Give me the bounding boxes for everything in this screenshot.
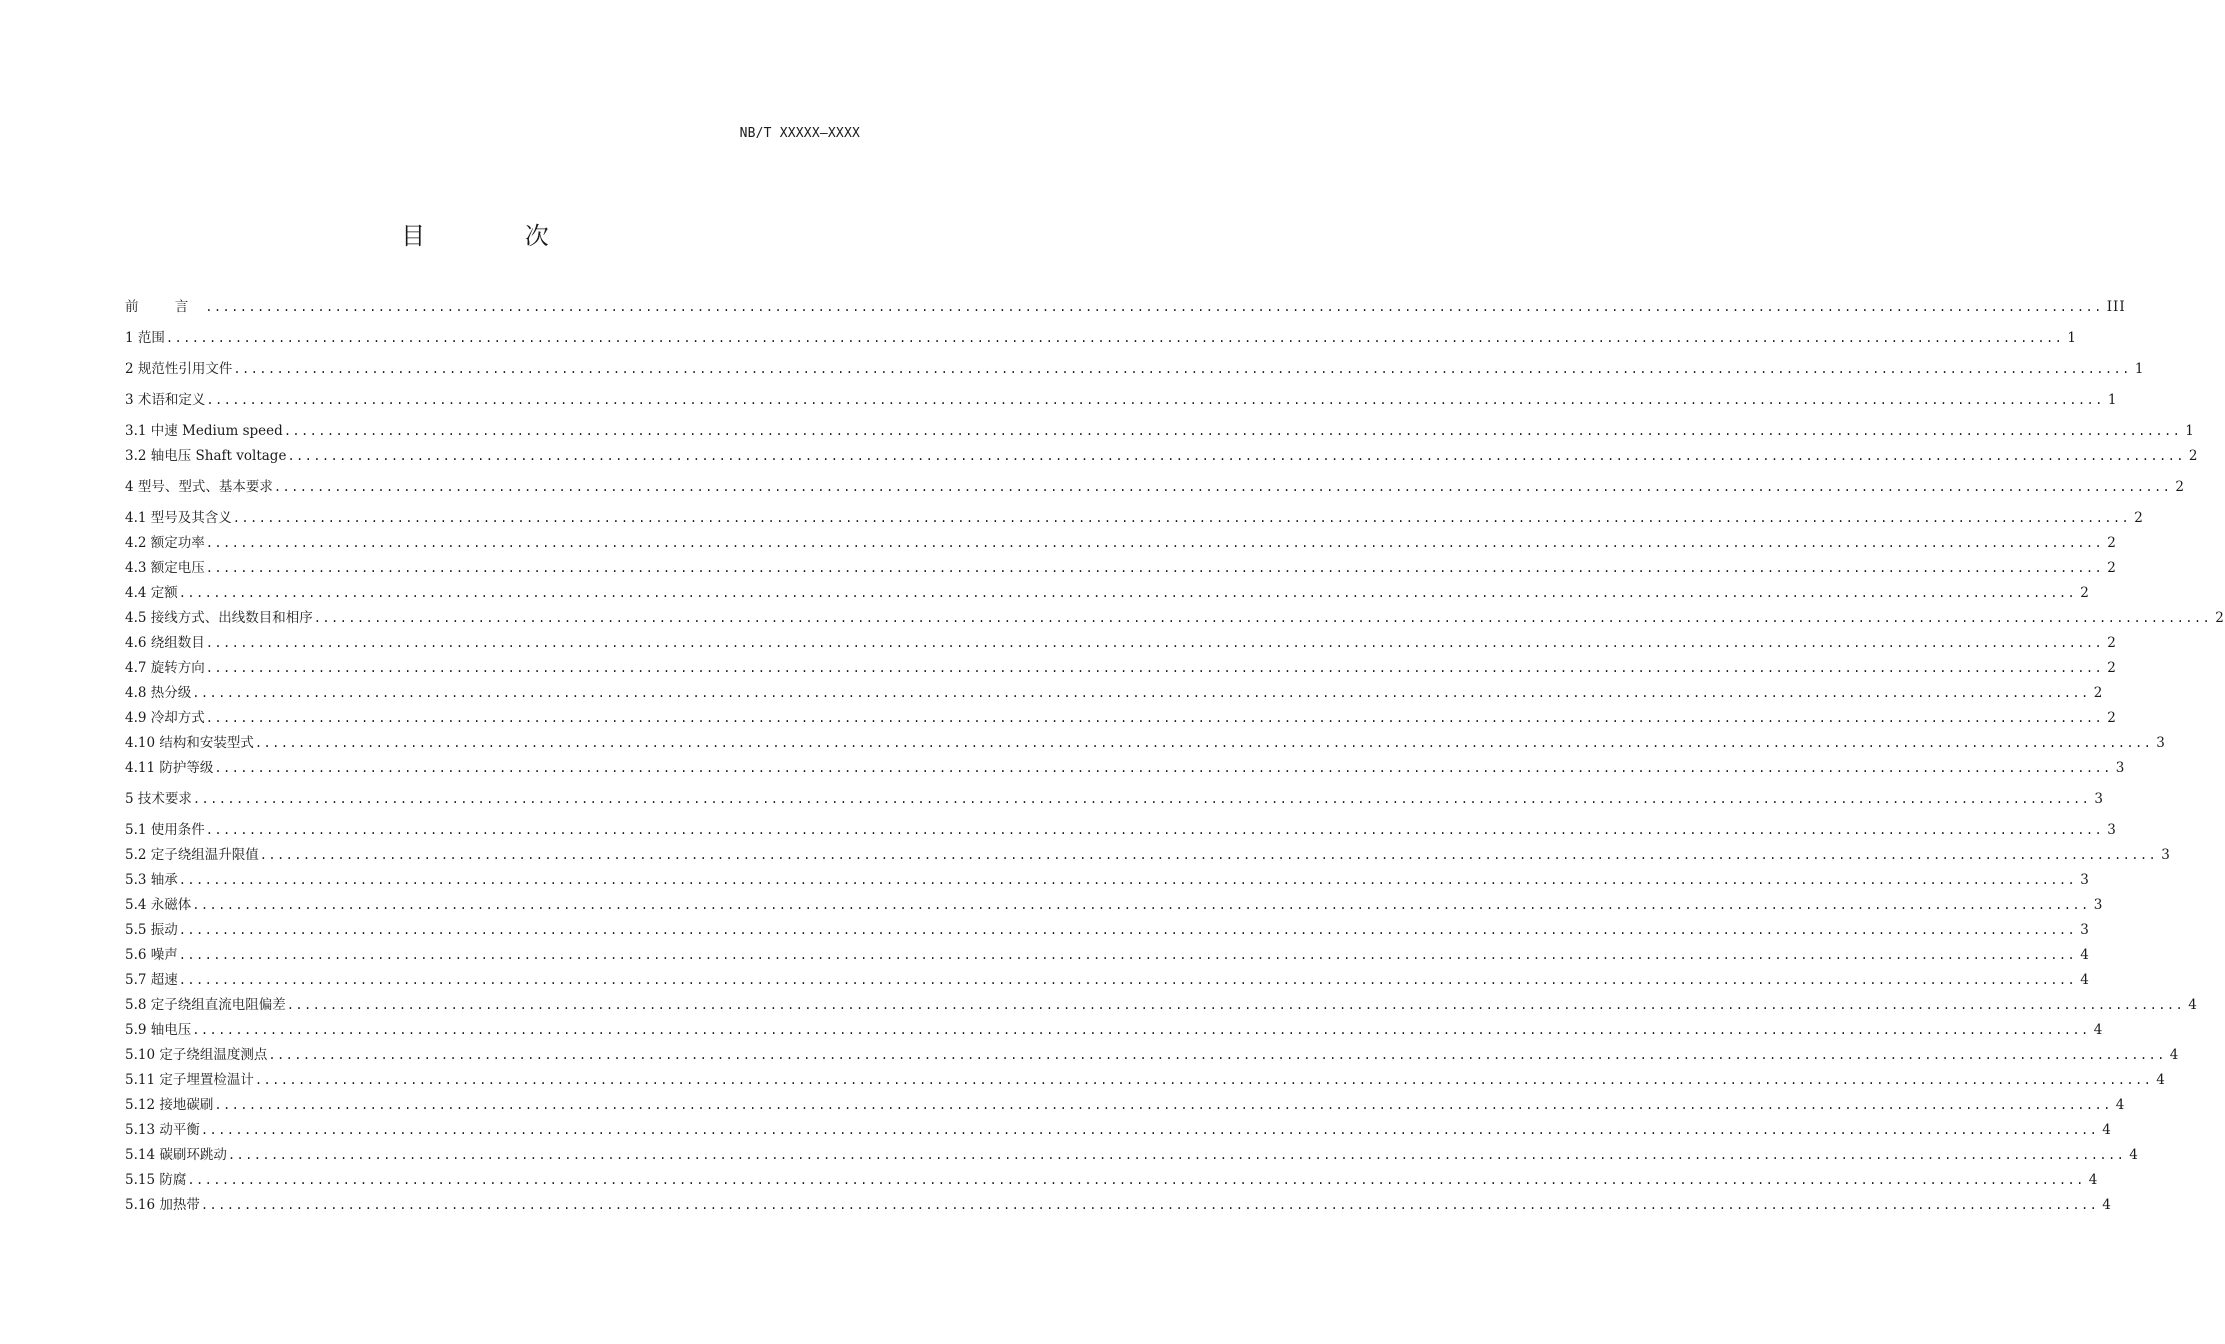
toc-entry-label: 5.14 碳刷环跳动 — [125, 1147, 227, 1163]
toc-entry-label: 4.5 接线方式、出线数目和相序 — [125, 610, 313, 626]
toc-entry-page: 4 — [2156, 1072, 2166, 1088]
toc-entry-label: 4.6 绕组数目 — [125, 635, 205, 651]
toc-entry-label: 4.8 热分级 — [125, 685, 192, 701]
toc-leader-dots: ............................................................................................................................................................................................................................ — [227, 1148, 2126, 1162]
toc-entry-label: 1 范围 — [125, 330, 165, 346]
toc-entry-page: 3 — [2080, 922, 2090, 938]
toc-entry-page: III — [2106, 299, 2126, 315]
toc-entry-label: 3 术语和定义 — [125, 392, 206, 408]
toc-entry-page: 2 — [2175, 479, 2185, 495]
toc-leader-dots: ............................................................................................................................................................................................................................ — [187, 1173, 2085, 1187]
toc-entry[interactable] — [125, 606, 2225, 631]
toc-leader-dots: ............................................................................................................................................................................................................................ — [192, 898, 2090, 912]
toc-leader-dots: ............................................................................................................................................................................................................................ — [205, 823, 2104, 837]
toc-entry-label: 5.7 超速 — [125, 972, 178, 988]
toc-entry[interactable] — [125, 918, 2090, 943]
toc-leader-dots: ............................................................................................................................................................................................................................ — [205, 636, 2104, 650]
toc-leader-dots: ............................................................................................................................................................................................................................ — [254, 736, 2153, 750]
toc-entry[interactable] — [125, 506, 2144, 531]
toc-entry[interactable] — [125, 706, 2117, 731]
toc-entry[interactable] — [125, 419, 2195, 444]
toc-entry[interactable] — [125, 843, 2171, 868]
toc-leader-dots: ............................................................................................................................................................................................................................ — [178, 586, 2077, 600]
toc-entry-page: 4 — [2169, 1047, 2180, 1063]
toc-entry-label: 前 言 — [125, 299, 205, 315]
toc-entry-label: 4.11 防护等级 — [125, 760, 214, 776]
toc-entry-page: 2 — [2107, 660, 2117, 676]
toc-leader-dots: ............................................................................................................................................................................................................................ — [286, 998, 2185, 1012]
toc-entry[interactable] — [125, 1193, 2112, 1218]
toc-entry-page: 1 — [2107, 392, 2118, 408]
toc-leader-dots: ............................................................................................................................................................................................................................ — [214, 761, 2112, 775]
toc-entry[interactable] — [125, 1143, 2139, 1168]
toc-entry-label: 5.16 加热带 — [125, 1197, 200, 1213]
toc-leader-dots: ............................................................................................................................................................................................................................ — [165, 331, 2064, 345]
toc-entry-label: 4.9 冷却方式 — [125, 710, 205, 726]
toc-entry[interactable] — [125, 531, 2117, 556]
toc-entry-label: 5.9 轴电压 — [125, 1022, 192, 1038]
toc-leader-dots: ............................................................................................................................................................................................................................ — [192, 686, 2090, 700]
toc-entry[interactable] — [125, 444, 2199, 469]
toc-entry[interactable] — [125, 1018, 2104, 1043]
toc-entry-label: 5.4 永磁体 — [125, 897, 192, 913]
toc-entry-page: 3 — [2080, 872, 2090, 888]
toc-leader-dots: ............................................................................................................................................................................................................................ — [192, 792, 2091, 806]
toc-entry-label: 5.11 定子埋置检温计 — [125, 1072, 254, 1088]
toc-entry[interactable] — [125, 818, 2117, 843]
toc-entry[interactable] — [125, 475, 2185, 500]
toc-entry[interactable] — [125, 1043, 2180, 1068]
toc-entry[interactable] — [125, 993, 2198, 1018]
toc-entry-page: 2 — [2080, 585, 2090, 601]
toc-leader-dots: ............................................................................................................................................................................................................................ — [178, 948, 2077, 962]
toc-entry-page: 4 — [2080, 947, 2090, 963]
toc-leader-dots: ............................................................................................................................................................................................................................ — [205, 561, 2104, 575]
toc-entry-label: 3.2 轴电压 Shaft voltage — [125, 448, 287, 464]
toc-entry[interactable] — [125, 581, 2090, 606]
toc-entry[interactable] — [125, 1168, 2099, 1193]
toc-entry-label: 5.10 定子绕组温度测点 — [125, 1047, 268, 1063]
toc-entry-page: 4 — [2188, 997, 2198, 1013]
toc-leader-dots: ............................................................................................................................................................................................................................ — [214, 1098, 2112, 1112]
toc-leader-dots: ............................................................................................................................................................................................................................ — [178, 873, 2077, 887]
toc-entry-page: 2 — [2107, 635, 2117, 651]
toc-entry-page: 2 — [2188, 448, 2199, 464]
toc-entry[interactable] — [125, 787, 2104, 812]
toc-entry-label: 2 规范性引用文件 — [125, 361, 233, 377]
toc-leader-dots: ............................................................................................................................................................................................................................ — [178, 923, 2077, 937]
toc-leader-dots: ............................................................................................................................................................................................................................ — [273, 480, 2172, 494]
toc-leader-dots: ............................................................................................................................................................................................................................ — [313, 611, 2212, 625]
toc-entry-page: 4 — [2129, 1147, 2139, 1163]
toc-entry[interactable] — [125, 893, 2104, 918]
toc-leader-dots: ............................................................................................................................................................................................................................ — [254, 1073, 2153, 1087]
toc-entry-label: 5.1 使用条件 — [125, 822, 205, 838]
toc-entry[interactable] — [125, 1093, 2126, 1118]
toc-leader-dots: ............................................................................................................................................................................................................................ — [178, 973, 2077, 987]
toc-entry-label: 4 型号、型式、基本要求 — [125, 479, 273, 495]
toc-leader-dots: ............................................................................................................................................................................................................................ — [232, 511, 2131, 525]
toc-entry[interactable] — [125, 656, 2117, 681]
toc-entry-page: 3 — [2093, 897, 2104, 913]
toc-entry-page: 2 — [2093, 685, 2104, 701]
toc-entry[interactable] — [125, 388, 2118, 413]
toc-entry-page: 2 — [2107, 560, 2117, 576]
toc-entry-page: 4 — [2088, 1172, 2099, 1188]
toc-entry-page: 1 — [2067, 330, 2077, 346]
toc-entry[interactable] — [125, 756, 2126, 781]
toc-entry[interactable] — [125, 868, 2090, 893]
toc-entry-page: 4 — [2102, 1197, 2112, 1213]
toc-entry[interactable] — [125, 631, 2117, 656]
toc-entry-page: 3 — [2161, 847, 2171, 863]
toc-entry-page: 4 — [2080, 972, 2090, 988]
toc-entry-page: 2 — [2107, 710, 2117, 726]
toc-leader-dots: ............................................................................................................................................................................................................................ — [268, 1048, 2166, 1062]
toc-entry-page: 4 — [2093, 1022, 2104, 1038]
toc-entry[interactable] — [125, 1068, 2166, 1093]
toc-entry-label: 4.1 型号及其含义 — [125, 510, 232, 526]
toc-leader-dots: ............................................................................................................................................................................................................................ — [283, 424, 2182, 438]
toc-entry-label: 5.3 轴承 — [125, 872, 178, 888]
toc-leader-dots: ............................................................................................................................................................................................................................ — [192, 1023, 2090, 1037]
toc-entry-label: 5.15 防腐 — [125, 1172, 187, 1188]
document-code: NB/T XXXXX—XXXX — [739, 126, 860, 141]
toc-entry[interactable] — [125, 681, 2104, 706]
toc-leader-dots: ............................................................................................................................................................................................................................ — [233, 362, 2131, 376]
toc-entry-label: 4.7 旋转方向 — [125, 660, 205, 676]
toc-leader-dots: ............................................................................................................................................................................................................................ — [200, 1123, 2099, 1137]
toc-entry-page: 2 — [2215, 610, 2225, 626]
table-of-contents — [125, 295, 2225, 1218]
toc-entry-label: 4.2 额定功率 — [125, 535, 205, 551]
toc-entry-label: 4.10 结构和安装型式 — [125, 735, 254, 751]
toc-entry-page: 3 — [2156, 735, 2166, 751]
toc-leader-dots: ............................................................................................................................................................................................................................ — [259, 848, 2158, 862]
toc-entry-label: 5.12 接地碳刷 — [125, 1097, 214, 1113]
toc-leader-dots: ............................................................................................................................................................................................................................ — [205, 300, 2103, 314]
toc-entry-label: 5.6 噪声 — [125, 947, 178, 963]
toc-entry-label: 5.8 定子绕组直流电阻偏差 — [125, 997, 286, 1013]
page-title: 目 次 — [401, 222, 595, 250]
toc-entry[interactable] — [125, 357, 2145, 382]
toc-entry-label: 5.2 定子绕组温升限值 — [125, 847, 259, 863]
toc-entry[interactable] — [125, 968, 2090, 993]
toc-entry-page: 3 — [2115, 760, 2126, 776]
toc-leader-dots: ............................................................................................................................................................................................................................ — [200, 1198, 2099, 1212]
toc-leader-dots: ............................................................................................................................................................................................................................ — [205, 536, 2104, 550]
toc-entry-page: 2 — [2107, 535, 2117, 551]
toc-entry[interactable] — [125, 295, 2126, 320]
toc-entry-page: 1 — [2185, 423, 2195, 439]
toc-entry[interactable] — [125, 731, 2166, 756]
toc-entry-page: 1 — [2134, 361, 2145, 377]
toc-entry[interactable] — [125, 943, 2090, 968]
toc-entry[interactable] — [125, 1118, 2112, 1143]
toc-entry-label: 3.1 中速 Medium speed — [125, 423, 283, 439]
toc-leader-dots: ............................................................................................................................................................................................................................ — [287, 449, 2185, 463]
toc-entry-label: 5.13 动平衡 — [125, 1122, 200, 1138]
toc-entry-page: 2 — [2134, 510, 2144, 526]
toc-entry-label: 5.5 振动 — [125, 922, 178, 938]
toc-entry-label: 5 技术要求 — [125, 791, 192, 807]
toc-entry-page: 4 — [2115, 1097, 2126, 1113]
toc-entry-label: 4.4 定额 — [125, 585, 178, 601]
toc-leader-dots: ............................................................................................................................................................................................................................ — [205, 711, 2104, 725]
toc-entry[interactable] — [125, 556, 2117, 581]
toc-entry-page: 3 — [2094, 791, 2104, 807]
toc-entry-page: 4 — [2102, 1122, 2112, 1138]
toc-leader-dots: ............................................................................................................................................................................................................................ — [206, 393, 2104, 407]
toc-entry[interactable] — [125, 326, 2077, 351]
toc-entry-page: 3 — [2107, 822, 2117, 838]
toc-leader-dots: ............................................................................................................................................................................................................................ — [205, 661, 2104, 675]
toc-entry-label: 4.3 额定电压 — [125, 560, 205, 576]
